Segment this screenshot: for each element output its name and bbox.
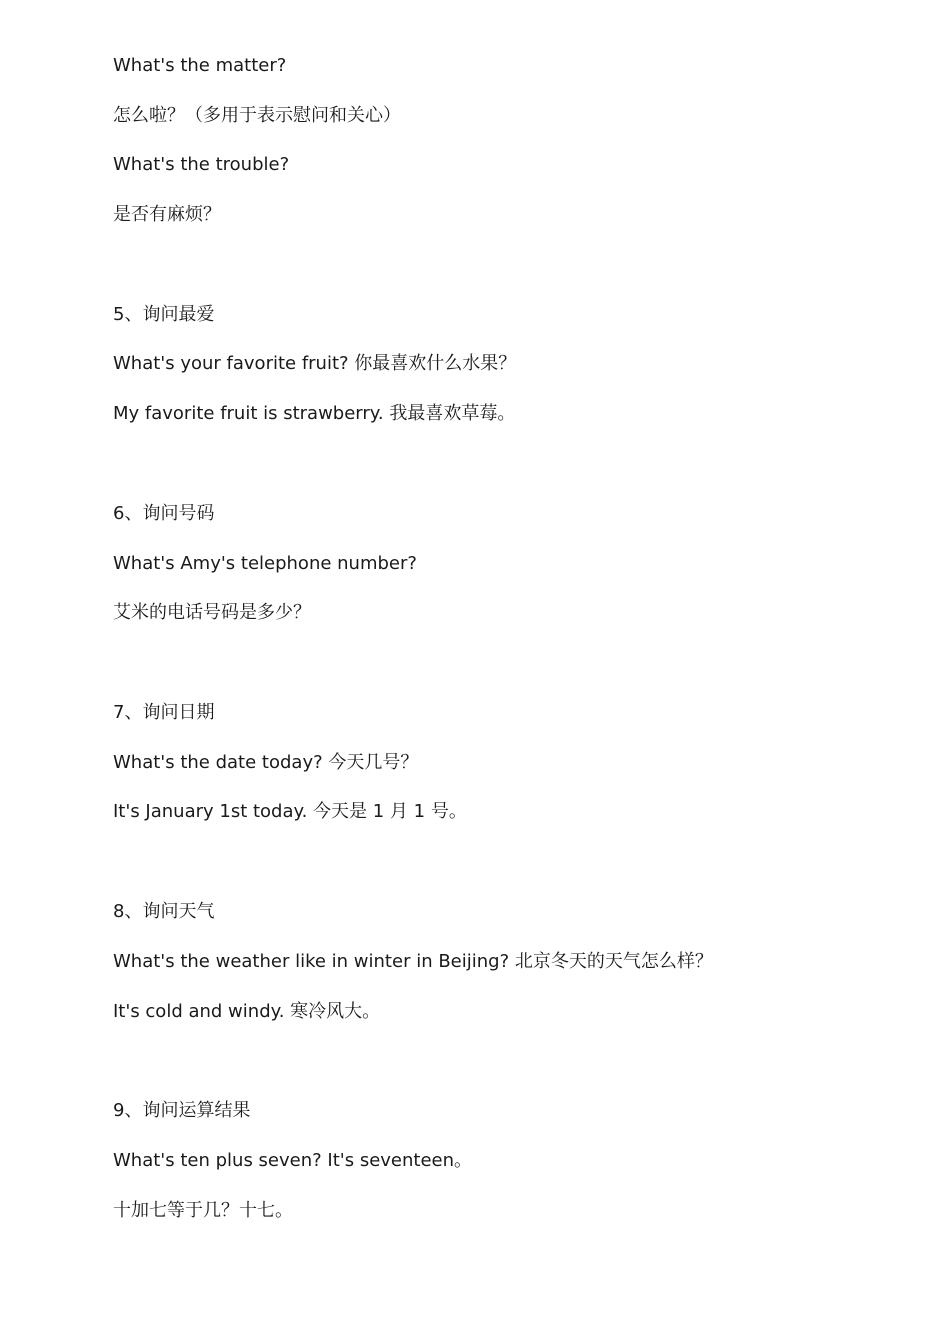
document-page bbox=[113, 0, 893, 1344]
section-heading-date: 7、询问日期 bbox=[113, 702, 215, 723]
text-line-calculation-english: What's ten plus seven? It's seventeen。 bbox=[113, 1150, 473, 1171]
text-line-number-translation: 艾米的电话号码是多少？ bbox=[113, 602, 311, 623]
section-heading-number: 6、询问号码 bbox=[113, 503, 215, 524]
text-line-calculation-translation: 十加七等于几？十七。 bbox=[113, 1200, 293, 1221]
text-line-favorite-answer: My favorite fruit is strawberry. 我最喜欢草莓。 bbox=[113, 403, 516, 424]
section-heading-weather: 8、询问天气 bbox=[113, 901, 215, 922]
section-heading-calculation: 9、询问运算结果 bbox=[113, 1100, 251, 1121]
text-line-matter-translation: 怎么啦？（多用于表示慰问和关心） bbox=[113, 105, 401, 126]
text-line-weather-answer: It's cold and windy. 寒冷风大。 bbox=[113, 1001, 381, 1022]
section-heading-favorite: 5、询问最爱 bbox=[113, 304, 215, 325]
text-line-weather-question: What's the weather like in winter in Beijing? 北京冬天的天气怎么样？ bbox=[113, 951, 713, 972]
text-line-date-answer: It's January 1st today. 今天是 1 月 1 号。 bbox=[113, 801, 467, 822]
text-line-number-question: What's Amy's telephone number? bbox=[113, 553, 417, 574]
text-line-trouble-translation: 是否有麻烦？ bbox=[113, 204, 221, 225]
text-line-trouble-question: What's the trouble? bbox=[113, 154, 290, 175]
text-line-date-question: What's the date today? 今天几号？ bbox=[113, 752, 419, 773]
text-line-favorite-question: What's your favorite fruit? 你最喜欢什么水果？ bbox=[113, 353, 517, 374]
text-line-matter-question: What's the matter? bbox=[113, 55, 287, 76]
